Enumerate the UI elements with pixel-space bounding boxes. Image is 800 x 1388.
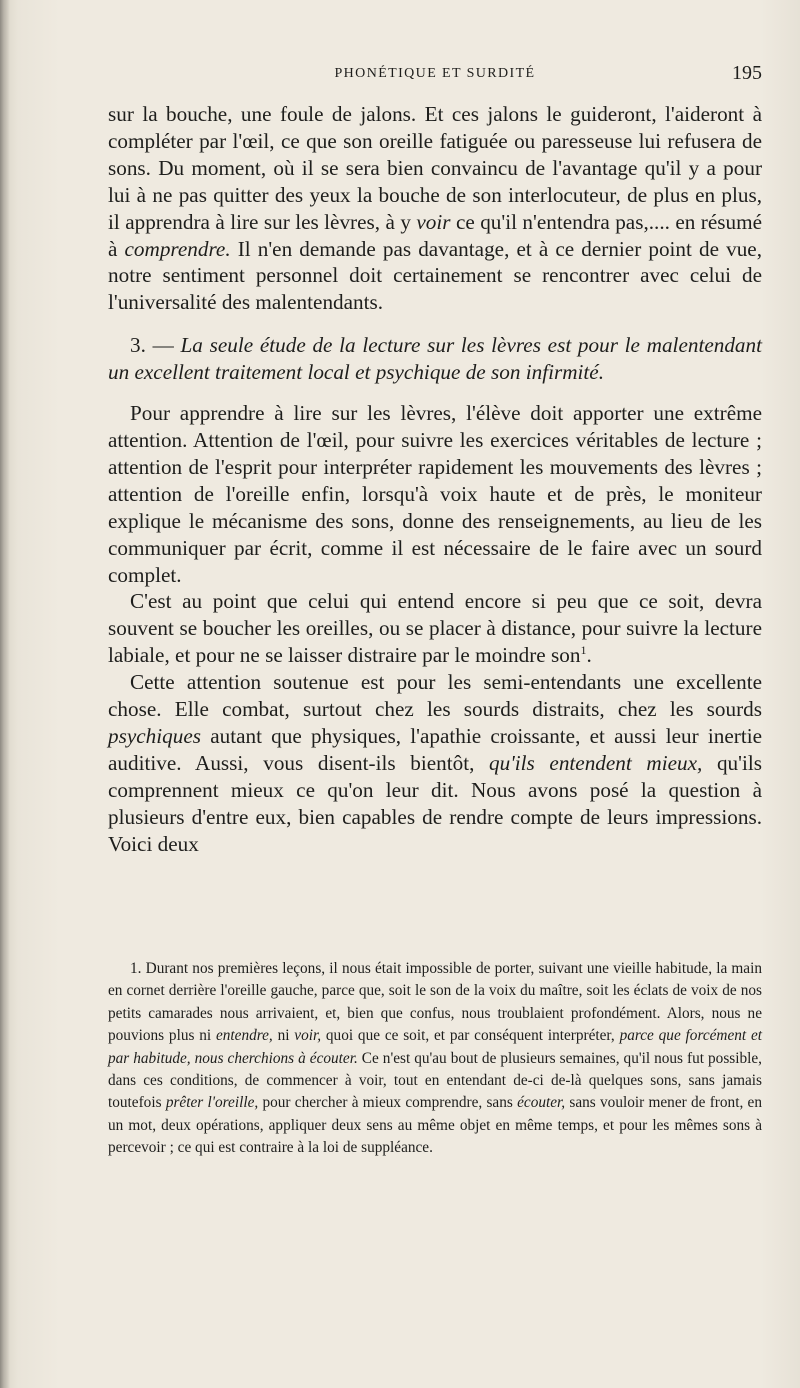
paragraph-4: Cette attention soutenue est pour les semi-entendants une excellente chose. Elle combat, surtout chez les sourds distraits, chez les sourds psychiques autant que physiques, l'apathie croissante, et aussi leur inertie auditive. Aussi, vous disent-ils bientôt, qu'ils entendent mieux, qu'ils comprennent mieux ce qu'on leur dit. Nous avons posé la question à plusieurs d'entre eux, bien capables de rendre compte de leurs impressions. Voici deux <box>108 670 762 856</box>
footnote-ref[interactable]: 1 <box>580 643 587 658</box>
paragraph-3: C'est au point que celui qui entend encore si peu que ce soit, devra souvent se boucher les oreilles, ou se placer à distance, pour suivre la lecture labiale, et pour ne se laisser distraire par le moindre son$^1$. <box>108 589 762 668</box>
page-header <box>108 62 762 90</box>
footnote-1: 1. Durant nos premières leçons, il nous était impossible de porter, suivant une vieille habitude, la main en cornet derrière l'oreille gauche, parce que, soit le son de la voix du maître, soit les éclats de voix de nos petits camarades nous arrivaient, et, bien que confus, nous troublaient profondément. Alors, nous ne pouvions plus ni entendre, ni voir, quoi que ce soit, et par conséquent interpréter, parce que forcément et par habitude, nous cherchions à écouter. Ce n'est qu'au bout de plusieurs semaines, qu'il nous fut possible, dans ces conditions, de commencer à voir, tout en entendant de-ci de-là quelques sons, sans jamais toutefois prêter l'oreille, pour chercher à mieux comprendre, sans écouter, sans vouloir mener de front, en un mot, deux opérations, appliquer deux sens au même objet en même temps, et pour les mêmes sons à percevoir ; ce qui est contraire à la loi de suppléance. <box>108 960 763 1157</box>
page-number: 195 <box>732 62 762 84</box>
running-title: PHONÉTIQUE ET SURDITÉ <box>334 66 536 81</box>
page-spine-shadow <box>0 0 10 1388</box>
main-text <box>108 101 762 857</box>
section-heading-3: 3. — La seule étude de la lecture sur les lèvres est pour le malentendant un excellent traitement local et psychique de son infirmité. <box>108 333 762 385</box>
paragraph-1: sur la bouche, une foule de jalons. Et ces jalons le guideront, l'aideront à compléter par l'œil, ce que son oreille fatiguée ou paresseuse lui refusera de sons. Du moment, où il se sera bien convaincu de l'avantage qu'il y a pour lui à ne pas quitter des yeux la bouche de son interlocuteur, de plus en plus, il apprendra à lire sur les lèvres, à y voir ce qu'il n'entendra pas,.... en résumé à comprendre. Il n'en demande pas davantage, et à ce dernier point de vue, notre sentiment personnel doit certainement se rencontrer avec celui de l'universalité des malentendants. <box>108 102 763 315</box>
paragraph-2: Pour apprendre à lire sur les lèvres, l'élève doit apporter une extrême attention. Attention de l'œil, pour suivre les exercices véritables de lecture ; attention de l'esprit pour interpréter rapidement les mouvements des lèvres ; attention de l'oreille enfin, lorsqu'à voix haute et de près, le moniteur explique le mécanisme des sons, donne des renseignements, au lieu de les communiquer par écrit, comme il est nécessaire de le faire avec un sourd complet. <box>108 401 762 587</box>
